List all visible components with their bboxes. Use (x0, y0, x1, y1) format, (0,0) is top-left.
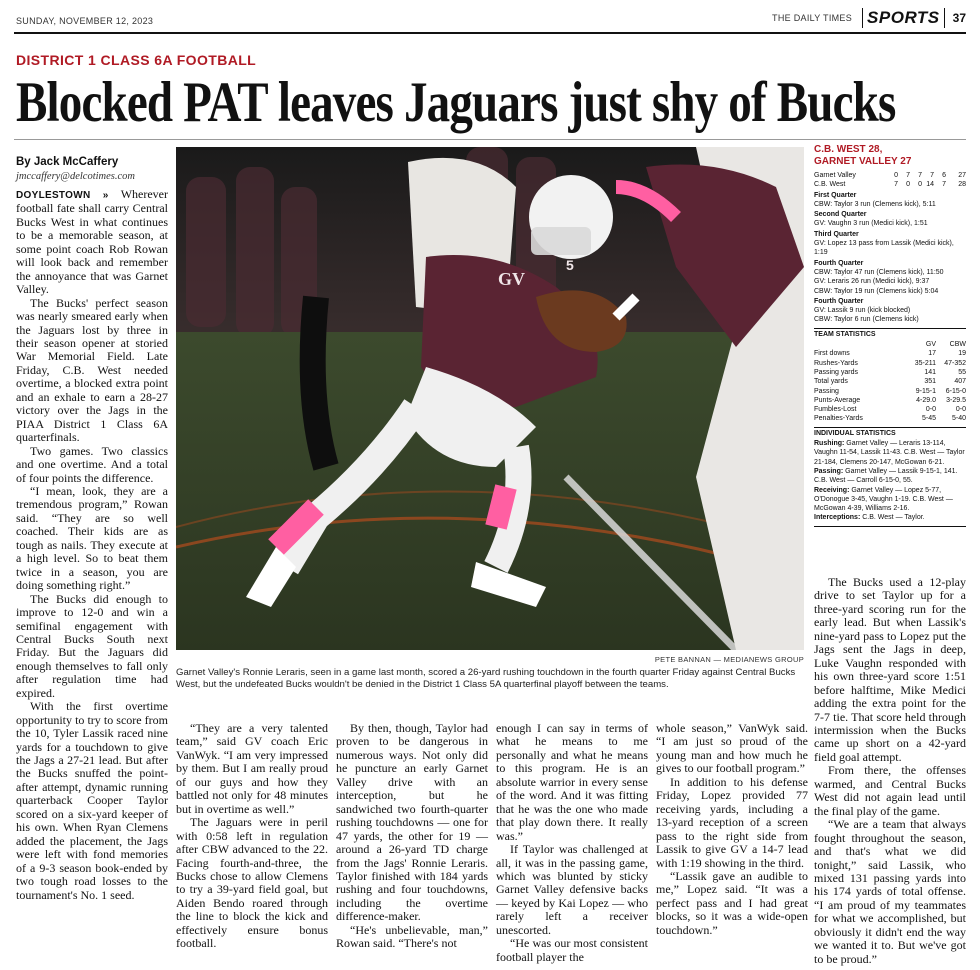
stat-label: Penalties-Yards (814, 415, 863, 423)
quarter-score: 6 (942, 172, 946, 179)
article-paragraph: enough I can say in terms of what he means to me personally and what he means to this program. He is an absolute warrior in every sense of the word. And it was fitting that he was the one who made that play down there. It really was.” (496, 721, 648, 843)
quarter-score: 0 (906, 181, 910, 189)
article-paragraph: The Bucks' perfect season was nearly smeared early when the Jaguars lost by three in their season opener at storied War Memorial Field. Late Friday, C.B. West needed overtime, a blocked extra point and an exhale to earn a 28-27 victory over the Jags in the PIAA District 1 Class 6A quarterfinals. (16, 295, 168, 445)
box-score (814, 144, 966, 527)
team-stat-row (814, 405, 966, 414)
individual-stats (814, 439, 966, 523)
team-stats-table (814, 349, 966, 423)
game-photo (176, 147, 804, 650)
section-name: SPORTS (867, 8, 940, 27)
scoring-quarter-heading: Third Quarter (814, 230, 859, 238)
stat-gv: 35-211 (914, 359, 936, 367)
paper-name: THE DAILY TIMES (772, 13, 853, 23)
article-paragraph: whole season,” VanWyk said. “I am just so proud of the young man and how much he gives to our football program.” (656, 721, 808, 776)
quarter-score: 7 (942, 181, 946, 189)
header-divider (862, 8, 863, 28)
scoring-play: GV: Vaughn 3 run (Medici kick), 1:51 (814, 220, 928, 228)
article-paragraph: “He's unbelievable, man,” Rowan said. “There's not (336, 922, 488, 951)
article-paragraph: With the first overtime opportunity to try to score from the 10, Tyler Lassik raced nine yards for a touchdown to give the Jags a 27-21 lead. But after the Bucks snuffed the point-after attempt, dynamic running quarterback Cooper Taylor scored on a six-yard keeper of his own. When Ryan Clemens added the placement, the Jags were left with fond memories of a 9-3 season book-ended by two tough road losses to the tournament's No. 1 seed. (16, 699, 168, 902)
quarter-score: 0 (918, 181, 922, 189)
team-stat-row (814, 414, 966, 423)
stat-cbw: 47-352 (944, 359, 966, 367)
issue-date: SUNDAY, NOVEMBER 12, 2023 (16, 16, 154, 26)
scoring-quarter-heading: First Quarter (814, 191, 857, 199)
scoring-quarter-heading: Fourth Quarter (814, 297, 864, 305)
byline: By Jack McCaffery (16, 156, 119, 168)
quarter-score: 7 (918, 172, 922, 179)
stat-gv: 0-0 (925, 406, 936, 414)
article-paragraph: “I mean, look, they are a tremendous program,” Rowan said. “They are so well coached. Their kids are as tough as nails. They execute at a high level. So to beat them twice in a season, you are doing something right.” (16, 483, 168, 593)
stat-category: Passing: (814, 467, 844, 475)
article-column-2 (176, 722, 328, 951)
scoring-play: CBW: Taylor 19 run (Clemens kick) 5:04 (814, 287, 939, 295)
box-title-line-2: GARNET VALLEY 27 (814, 156, 912, 167)
stat-gv: 17 (928, 350, 936, 358)
header-divider (944, 8, 945, 28)
stat-cbw: 19 (958, 350, 966, 358)
stat-category: Receiving: (814, 486, 850, 494)
total-score: 28 (958, 181, 966, 189)
scoring-summary (814, 191, 966, 325)
stat-label: Passing yards (814, 368, 858, 376)
page-header (14, 0, 966, 34)
article-paragraph: In addition to his defense Friday, Lopez provided 77 receiving yards, including a 13-yard reception of a screen pass to the right side from Lassik to give GV a 14-7 lead with 1:19 showing in the third. (656, 774, 808, 870)
headline-rule (14, 139, 966, 140)
individual-stats-title: INDIVIDUAL STATISTICS (814, 427, 966, 438)
stat-gv: 5-45 (921, 415, 936, 423)
jersey-letters: GV (498, 269, 525, 289)
article-column-1 (16, 188, 168, 902)
stat-cbw: 3-29.5 (946, 396, 966, 404)
kicker: DISTRICT 1 CLASS 6A FOOTBALL (16, 52, 257, 68)
team-col-gv: GV (925, 341, 936, 349)
scoring-play: GV: Lassik 9 run (kick blocked) (814, 307, 911, 315)
team-stat-row (814, 368, 966, 377)
page-number: 37 (952, 11, 966, 25)
scoring-play: GV: Leraris 26 run (Medici kick), 9:37 (814, 278, 930, 286)
article-paragraph: Two games. Two classics and one overtime. And a total of four points the difference. (16, 443, 168, 485)
team-stat-row (814, 349, 966, 358)
article-paragraph: “He was our most consistent football player the (496, 936, 648, 964)
scoring-quarter-heading: Second Quarter (814, 211, 867, 219)
headline: Blocked PAT leaves Jaguars just shy of Bucks (16, 71, 896, 134)
article-column-3 (336, 722, 488, 951)
linescore-row (814, 180, 966, 189)
team-name: C.B. West (814, 181, 846, 189)
quarter-score: 7 (930, 172, 934, 179)
stat-label: Total yards (814, 378, 848, 386)
team-name: Garnet Valley (814, 172, 856, 179)
stat-gv: 4-29.0 (916, 396, 936, 404)
article-paragraph: “Lassik gave an audible to me,” Lopez said. “It was a perfect pass and I had great blocks, so it was a wide-open touchdown.” (656, 868, 808, 937)
team-stats-title: TEAM STATISTICS (814, 328, 966, 339)
dateline: DOYLESTOWN » (16, 190, 109, 201)
linescore-row (814, 171, 966, 180)
stat-category: Interceptions: (814, 514, 861, 522)
paragraph-text: Wherever football fate shall carry Central Bucks West in what continues to be a memorable season, at some point coach Rob Rowan will look back and remember the annoyance that was Garnet Valley. (16, 187, 168, 297)
scoring-quarter-heading: Fourth Quarter (814, 259, 864, 267)
scoring-play: CBW: Taylor 3 run (Clemens kick), 5:11 (814, 200, 936, 208)
stat-cbw: 55 (958, 368, 966, 376)
stat-cbw: 407 (954, 378, 966, 386)
article-paragraph: The Bucks did enough to improve to 12-0 and win a semifinal engagement with Central Bucks South next Friday. But the Jaguars did enough themselves to fall only after regulation time had expired. (16, 591, 168, 700)
team-stat-row (814, 396, 966, 405)
scoring-play: CBW: Taylor 47 run (Clemens kick), 11:50 (814, 268, 944, 276)
team-col-cbw: CBW (949, 341, 966, 349)
stat-gv: 9-15-1 (915, 387, 936, 395)
article-paragraph: “We are a team that always fought throughout the season, and that's what we did tonight,” said Lassik, who mixed 131 passing yards into his 174 yards of total offense. “I am proud of my teammates for what we accomplished, but obviously it didn't end the way we wanted it to. But we've got to be proud.” (814, 817, 966, 966)
article-paragraph: If Taylor was challenged at all, it was in the passing game, which was blunted by sticky Garnet Valley defensive backs — keyed by Kai Lopez — who rarely left a receiver unescorted. (496, 842, 648, 937)
individual-stat-line: Receiving: Garnet Valley — Lopez 5-77, O'Donogue 3-45, Vaughn 1-19. C.B. West — McGowan 4-39, Williams 2-16. (814, 486, 953, 513)
team-stat-row (814, 387, 966, 396)
scoring-play: CBW: Taylor 6 run (Clemens kick) (814, 316, 919, 324)
stat-label: Rushes-Yards (814, 359, 858, 367)
team-stats-header (814, 340, 966, 349)
jersey-number: 5 (566, 257, 574, 273)
article-paragraph: By then, though, Taylor had proven to be dangerous in numerous ways. Not only did he puncture an early Garnet Valley drive with an interception, but he sandwiched two fourth-quarter rushing touchdowns — one for 47 yards, the other for 19 — around a 26-yard TD charge from the Jags' Ronnie Leraris. Taylor finished with 184 yards rushing and four touchdowns, including the overtime difference-maker. (336, 721, 488, 924)
photo-credit: PETE BANNAN — MEDIANEWS GROUP (654, 655, 804, 664)
stat-cbw: 6-15-0 (945, 387, 966, 395)
stat-label: Punts-Average (814, 396, 861, 404)
article-paragraph: The Jaguars were in peril with 0:58 left in regulation after CBW advanced to the 22. Facing fourth-and-three, the Bucks chose to allow Clemens to try a 39-yard field goal, but Aiden Bendo roared through the line to block the kick and effectively ensure bonus football. (176, 815, 328, 951)
box-end-rule (814, 526, 966, 527)
stat-cbw: 0-0 (955, 406, 966, 414)
article-column-5 (656, 722, 808, 937)
article-paragraph: The Bucks used a 12-play drive to set Taylor up for a three-yard scoring run for the early lead. But when Lassik's nine-yard pass to Lopez put the Jags sent the Jags in deep, Luke Vaughn responded with his own three-yard score 1:51 before halftime, Mike Medici adding the extra point for the 7-7 tie. That score held through intermission when the Bucks came up short on a 42-yard field goal attempt. (814, 575, 966, 764)
author-email[interactable]: jmccaffery@delcotimes.com (16, 171, 135, 182)
stat-gv: 141 (924, 368, 936, 376)
article-column-4 (496, 722, 648, 964)
article-paragraph (16, 188, 168, 297)
article-paragraph: “They are a very talented team,” said GV coach Eric VanWyk. “I am very impressed by them. But I am really proud of our guys and how they battled not only for 48 minutes but in overtime as well.” (176, 721, 328, 816)
stat-label: First downs (814, 350, 850, 358)
box-title-line-1: C.B. WEST 28, (814, 144, 883, 155)
article-paragraph: From there, the offenses warmed, and Central Bucks West did not again lead until the final play of the game. (814, 763, 966, 818)
stat-cbw: 5-40 (951, 415, 966, 423)
quarter-score: 7 (894, 181, 898, 189)
individual-stat-line: Passing: Garnet Valley — Lassik 9-15-1, 141. C.B. West — Carroll 6-15-0, 55. (814, 467, 958, 485)
team-stat-row (814, 377, 966, 386)
stat-label: Fumbles-Lost (814, 406, 857, 414)
header-right (772, 8, 966, 28)
stat-category: Rushing: (814, 440, 845, 448)
total-score: 27 (958, 172, 966, 179)
linescore (814, 171, 966, 190)
stat-gv: 351 (924, 378, 936, 386)
team-stat-row (814, 359, 966, 368)
article-column-6 (814, 576, 966, 966)
quarter-score: 7 (906, 172, 910, 179)
individual-stat-line: Rushing: Garnet Valley — Leraris 13-114, Vaughn 11-54, Lassik 11-43. C.B. West — Taylor 21-184, Clemens 20-147, McGowan 6-21. (814, 440, 965, 466)
photo-caption: Garnet Valley's Ronnie Leraris, seen in a game last month, scored a 26-yard rushing touchdown in the fourth quarter Friday against Central Bucks West, but the undefeated Bucks wouldn't be denied in the District 1 Class 5A quarterfinal playoff between the teams. (176, 667, 796, 690)
individual-stat-line: Interceptions: C.B. West — Taylor. (814, 514, 925, 522)
scoring-play: GV: Lopez 13 pass from Lassik (Medici kick), 1:19 (814, 240, 954, 257)
stat-label: Passing (814, 387, 839, 395)
quarter-score: 0 (894, 172, 898, 179)
quarter-score: 14 (926, 181, 934, 189)
football-photo-illustration (176, 147, 804, 650)
